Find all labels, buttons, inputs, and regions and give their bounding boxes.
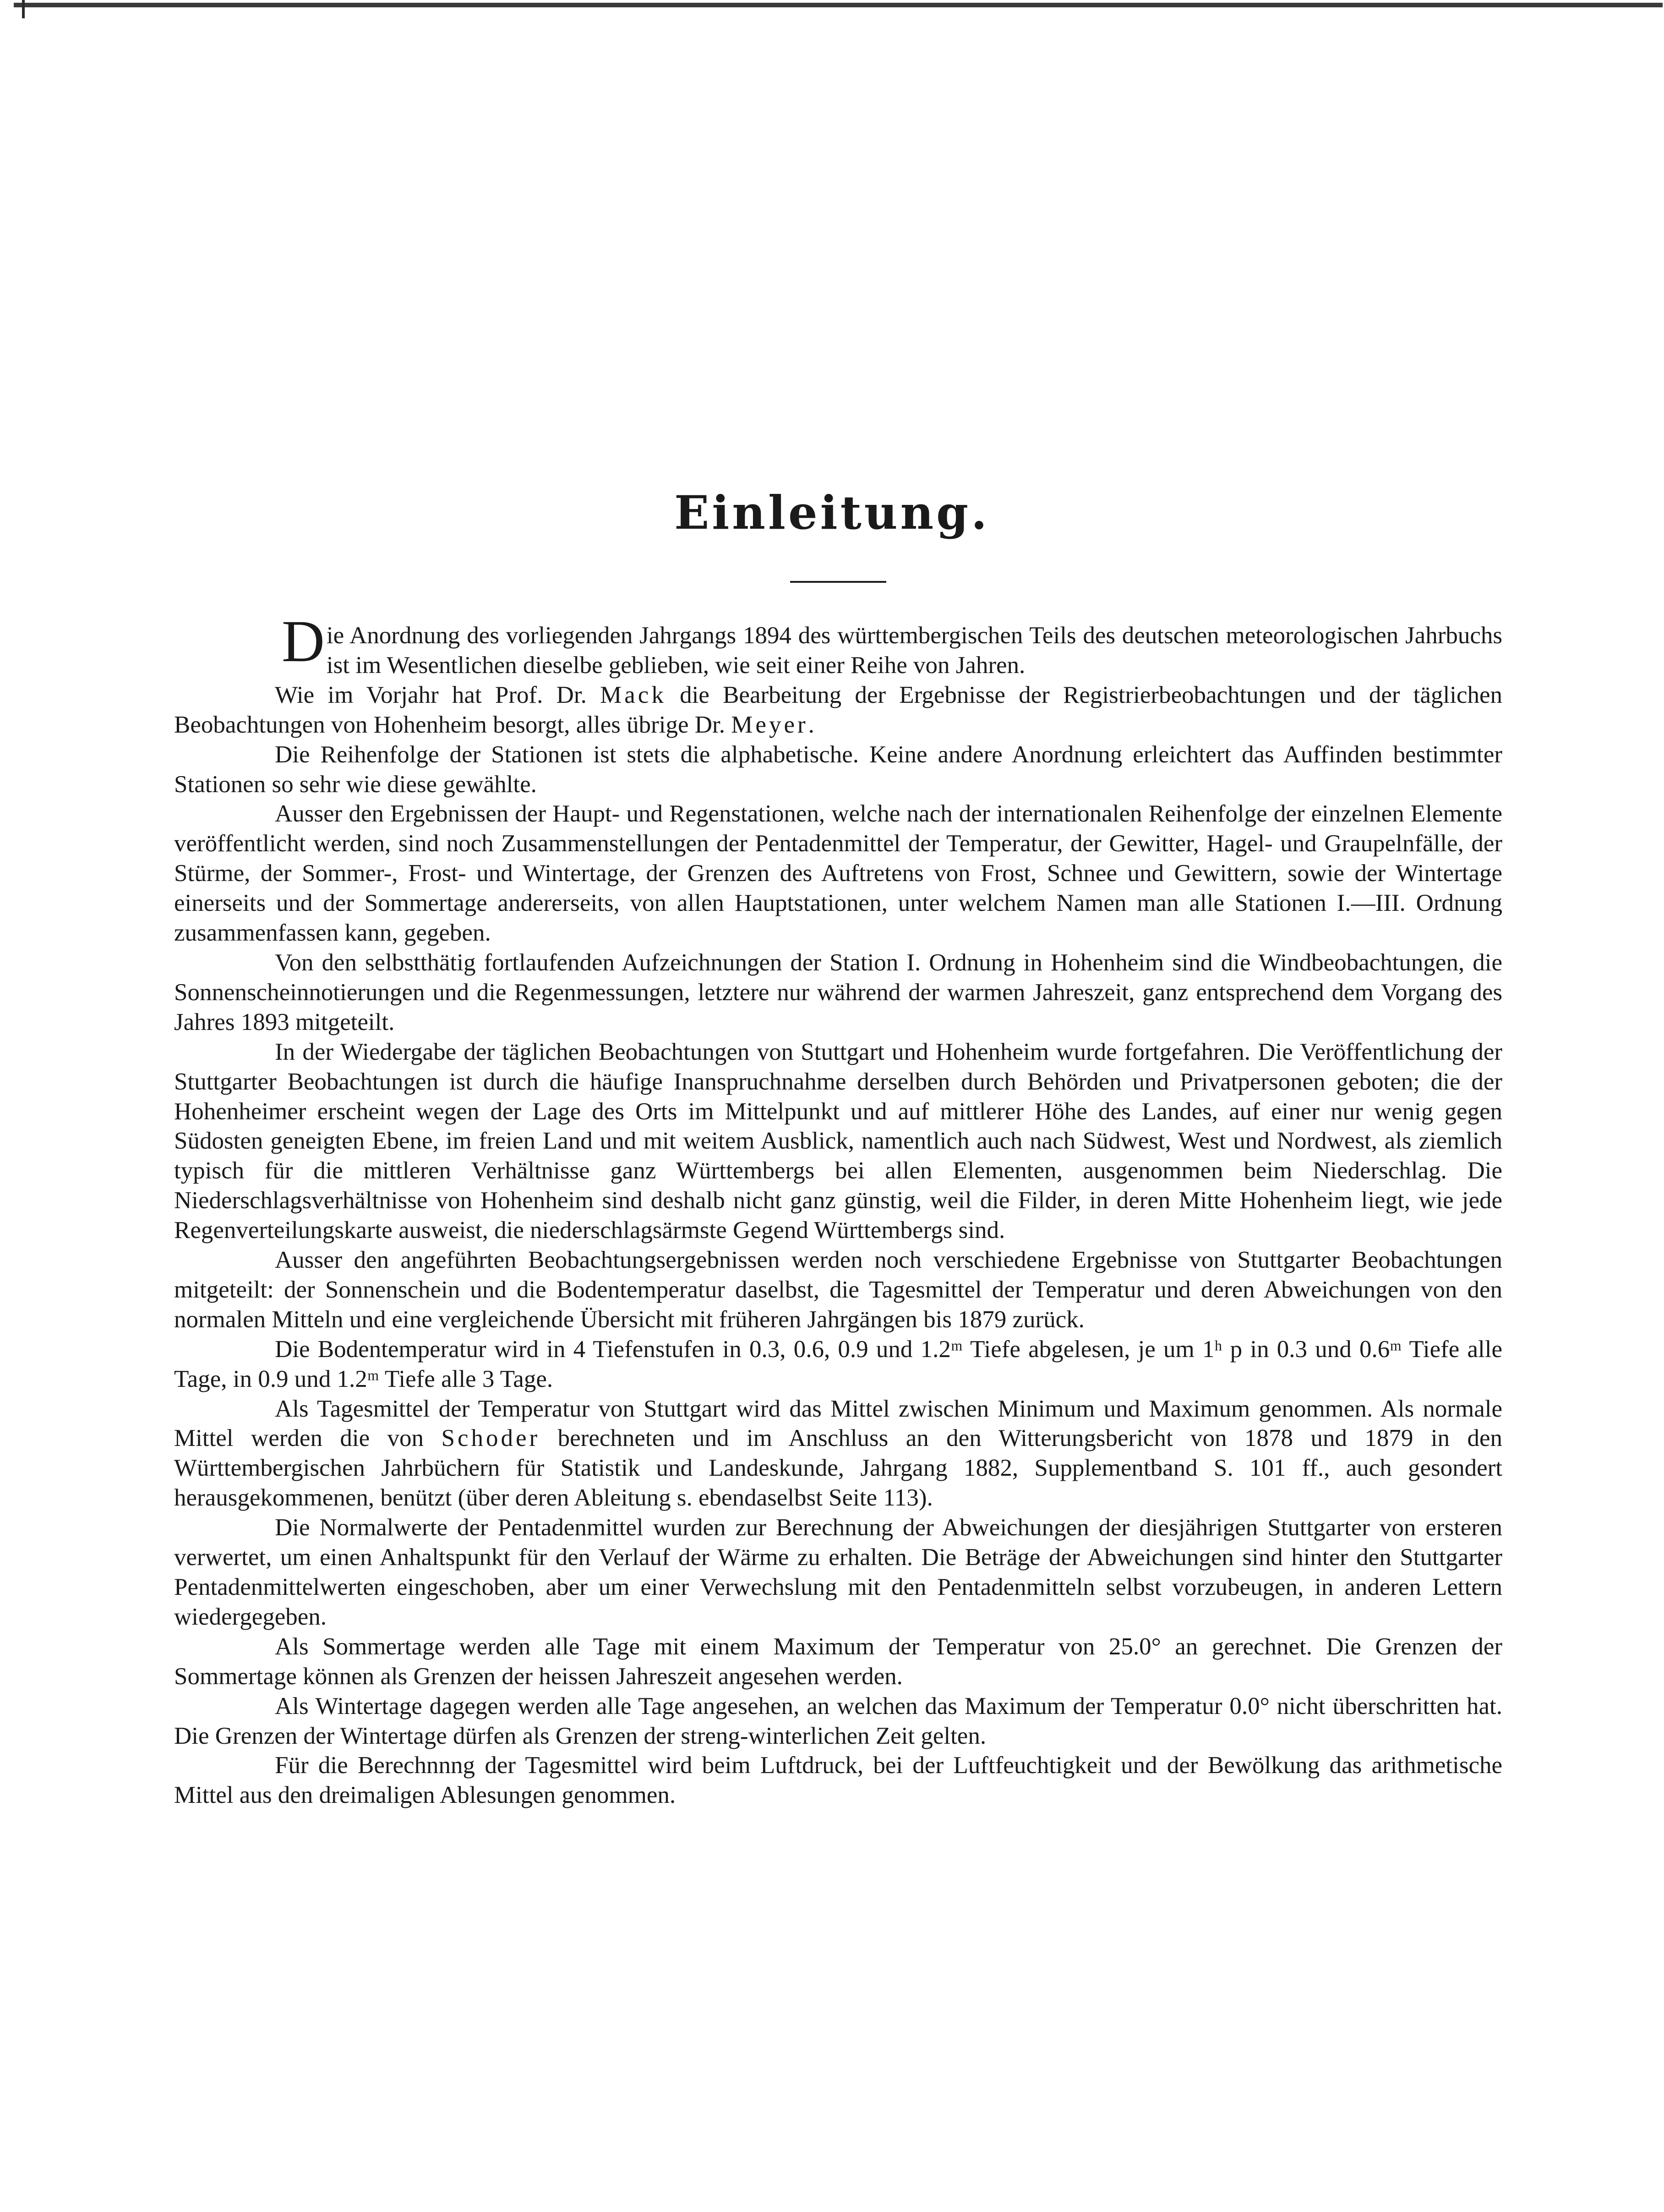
author-name-meyer: Meyer	[731, 711, 808, 738]
paragraph-3: Die Reihenfolge der Stationen ist stets die alphabetische. Keine andere Anordnung erleichtert das Auffinden bestimmter Stationen so sehr wie diese gewählte.	[174, 741, 1502, 798]
paragraph-2-text-b: die Bearbeitung der Ergebnisse der Registrierbeobachtungen und der täglichen Beobachtungen von Hohenheim besorgt, alles übrige Dr.	[174, 681, 1502, 738]
drop-cap: D	[282, 608, 325, 674]
paragraph-1-text: ie Anordnung des vorliegenden Jahrgangs 1894 des württembergischen Teils des deutschen meteorologischen Jahrbuchs ist im Wesentlichen dieselbe geblieben, wie seit einer Reihe von Jahren.	[326, 622, 1502, 679]
paragraph-2-text-c: .	[808, 711, 814, 738]
paragraph-7: Ausser den angeführten Beobachtungsergebnissen werden noch verschiedene Ergebnisse von Stuttgarter Beobachtungen mitgeteilt: der Sonnenschein und die Bodentemperatur daselbst, die Tagesmittel der Temperatur und deren Abweichungen von den normalen Mitteln und eine vergleichende Übersicht mit früheren Jahrgängen bis 1879 zurück.	[174, 1247, 1502, 1333]
page-title: Einleitung.	[674, 486, 990, 540]
paragraph-1	[174, 608, 1502, 680]
paragraph-9	[174, 1394, 1502, 1513]
title-underline-rule	[790, 581, 886, 583]
paragraph-12: Als Wintertage dagegen werden alle Tage angesehen, an welchen das Maximum der Temperatur 0.0° nicht überschritten hat. Die Grenzen der Wintertage dürfen als Grenzen der streng-winterlichen Zeit gelten.	[174, 1692, 1502, 1749]
author-name-schoder: Schoder	[441, 1425, 540, 1452]
paragraph-6: In der Wiedergabe der täglichen Beobachtungen von Stuttgart und Hohenheim wurde fortgefahren. Die Veröffentlichung der Stuttgarter Beobachtungen ist durch die häufige Inanspruchnahme derselben durch Behörden und Privatpersonen geboten; die der Hohenheimer erscheint wegen der Lage des Orts im Mittelpunkt und auf mittlerer Höhe des Landes, auf einer nur wenig gegen Südosten geneigten Ebene, im freien Land und mit weitem Ausblick, namentlich auch nach Südwest, West und Nordwest, als ziemlich typisch für die mittleren Verhältnisse ganz Württembergs bei allen Elementen, ausgenommen beim Niederschlag. Die Niederschlagsverhältnisse von Hohenheim sind deshalb nicht ganz günstig, weil die Filder, in deren Mitte Hohenheim liegt, wie jede Regenverteilungskarte ausweist, die niederschlagsärmste Gegend Württembergs sind.	[174, 1038, 1502, 1244]
paragraph-2-text-a: Wie im Vorjahr hat Prof. Dr.	[275, 681, 600, 708]
author-name-mack: Mack	[600, 681, 666, 708]
paragraph-5: Von den selbstthätig fortlaufenden Aufzeichnungen der Station I. Ordnung in Hohenheim sind die Windbeobachtungen, die Sonnenscheinnotierungen und die Regenmessungen, letztere nur während der warmen Jahreszeit, ganz entsprechend dem Vorgang des Jahres 1893 mitgeteilt.	[174, 949, 1502, 1035]
paragraph-2	[174, 680, 1502, 740]
paragraph-13: Für die Berechnnng der Tagesmittel wird beim Luftdruck, bei der Luftfeuchtigkeit und der Bewölkung das arithmetische Mittel aus den dreimaligen Ablesungen genommen.	[174, 1752, 1502, 1809]
paragraph-9-text-b: berechneten und im Anschluss an den Witterungsbericht von 1878 und 1879 in den Württembergischen Jahrbüchern für Statistik und Landeskunde, Jahrgang 1882, Supplementband S. 101 ff., auch gesondert herausgekommenen, benützt (über deren Ableitung s. ebendaselbst Seite 113).	[174, 1425, 1502, 1511]
body-text	[174, 608, 1502, 1810]
paragraph-11: Als Sommertage werden alle Tage mit einem Maximum der Temperatur von 25.0° an gerechnet. Die Grenzen der Sommertage können als Grenzen der heissen Jahreszeit angesehen werden.	[174, 1633, 1502, 1690]
paragraph-8: Die Bodentemperatur wird in 4 Tiefenstufen in 0.3, 0.6, 0.9 und 1.2ᵐ Tiefe abgelesen, je um 1ʰ p in 0.3 und 0.6ᵐ Tiefe alle Tage, in 0.9 und 1.2ᵐ Tiefe alle 3 Tage.	[174, 1336, 1502, 1392]
paragraph-4: Ausser den Ergebnissen der Haupt- und Regenstationen, welche nach der internationalen Reihenfolge der einzelnen Elemente veröffentlicht werden, sind noch Zusammenstellungen der Pentadenmittel der Temperatur, der Gewitter, Hagel- und Graupelnfälle, der Stürme, der Sommer-, Frost- und Wintertage, der Grenzen des Auftretens von Frost, Schnee und Gewittern, sowie der Wintertage einerseits und der Sommertage andererseits, von allen Hauptstationen, unter welchem Namen man alle Stationen I.—III. Ordnung zusammenfassen kann, gegeben.	[174, 800, 1502, 947]
paragraph-10: Die Normalwerte der Pentadenmittel wurden zur Berechnung der Abweichungen der diesjährigen Stuttgarter von ersteren verwertet, um einen Anhaltspunkt für den Verlauf der Wärme zu erhalten. Die Beträge der Abweichungen sind hinter den Stuttgarter Pentadenmittelwerten eingeschoben, aber um einer Verwechslung mit den Pentadenmitteln selbst vorzubeugen, in anderen Lettern wiedergegeben.	[174, 1514, 1502, 1630]
paragraph-9-text-a: Als Tagesmittel der Temperatur von Stuttgart wird das Mittel zwischen Minimum und Maximum genommen. Als normale Mittel werden die von	[174, 1395, 1502, 1452]
top-border-rule	[14, 3, 1663, 7]
left-border-mark	[22, 0, 25, 18]
